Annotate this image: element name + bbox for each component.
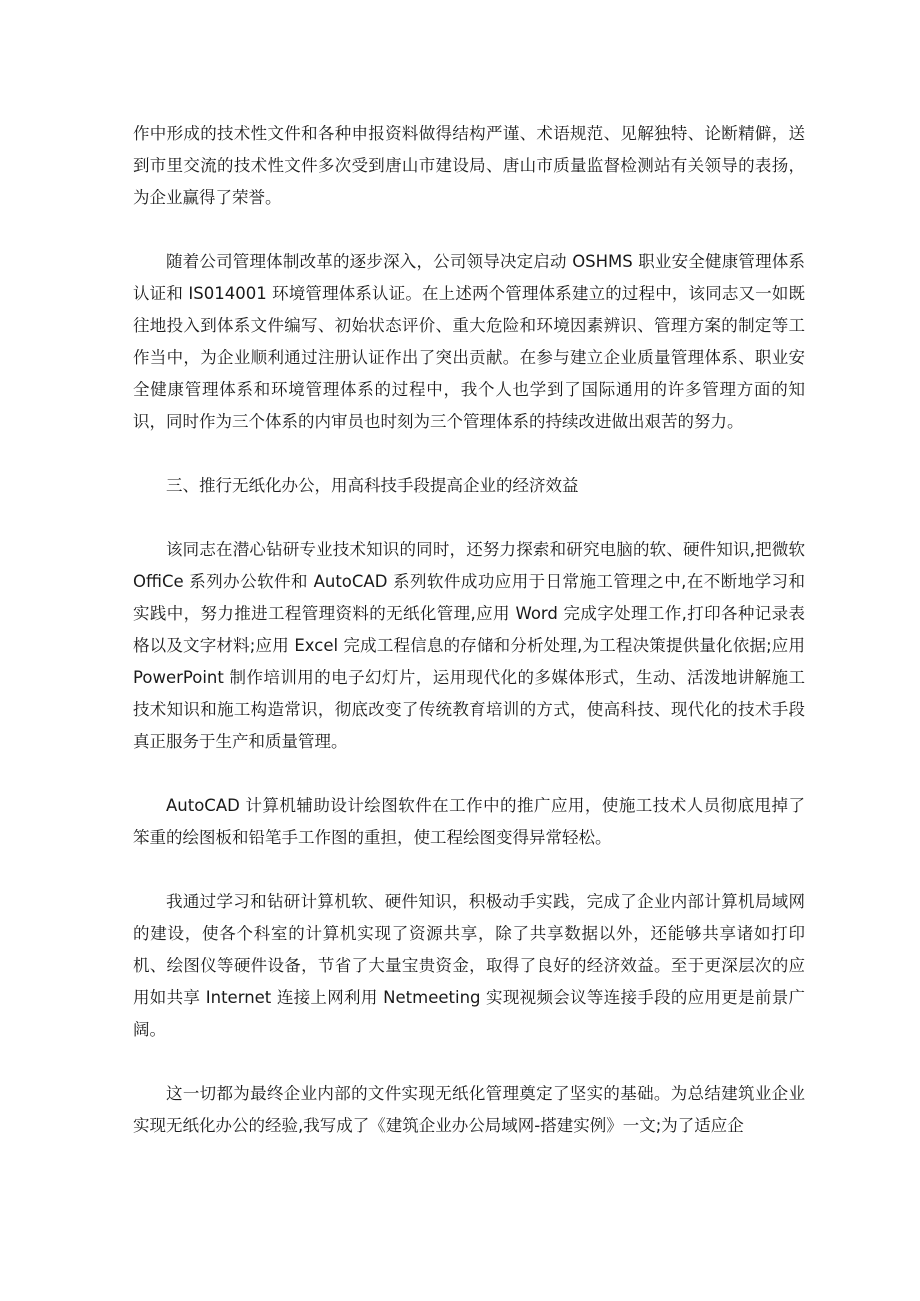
document-body xyxy=(133,118,805,1142)
paragraph-lan-building: 我通过学习和钻研计算机软、硬件知识，积极动手实践，完成了企业内部计算机局域网的建设，使各个科室的计算机实现了资源共享，除了共享数据以外，还能够共享诸如打印机、绘图仪等硬件设备，节省了大量宝贵资金，取得了良好的经济效益。至于更深层次的应用如共享 Internet 连接上网利用 Netmeeting 实现视频会议等连接手段的应用更是前景广阔。 xyxy=(133,892,805,1039)
paragraph-gap xyxy=(133,438,805,470)
paragraph-gap xyxy=(133,854,805,886)
paragraph-gap xyxy=(133,1046,805,1078)
paragraph-paperless-foundation: 这一切都为最终企业内部的文件实现无纸化管理奠定了坚实的基础。为总结建筑业企业实现无纸化办公的经验,我写成了《建筑企业办公局域网-搭建实例》一文;为了适应企 xyxy=(133,1084,805,1135)
section-heading-paperless-office: 三、推行无纸化办公，用高科技手段提高企业的经济效益 xyxy=(166,476,579,495)
paragraph-management-system: 随着公司管理体制改革的逐步深入，公司领导决定启动 OSHMS 职业安全健康管理体系认证和 IS014001 环境管理体系认证。在上述两个管理体系建立的过程中，该同志又一如既往地投入到体系文件编写、初始状态评价、重大危险和环境因素辨识、管理方案的制定等工作当中，为企业顺利通过注册认证作出了突出贡献。在参与建立企业质量管理体系、职业安全健康管理体系和环境管理体系的过程中，我个人也学到了国际通用的许多管理方面的知识，同时作为三个体系的内审员也时刻为三个管理体系的持续改进做出艰苦的努力。 xyxy=(133,252,805,431)
paragraph-autocad: AutoCAD 计算机辅助设计绘图软件在工作中的推广应用，使施工技术人员彻底甩掉了笨重的绘图板和铅笔手工作图的重担，使工程绘图变得异常轻松。 xyxy=(133,796,805,847)
paragraph-gap xyxy=(133,214,805,246)
paragraph-gap xyxy=(133,758,805,790)
paragraph-gap xyxy=(133,502,805,534)
paragraph-continuation: 作中形成的技术性文件和各种申报资料做得结构严谨、术语规范、见解独特、论断精僻，送到市里交流的技术性文件多次受到唐山市建设局、唐山市质量监督检测站有关领导的表扬， 为企业赢得了荣誉。 xyxy=(133,124,805,207)
paragraph-software-application: 该同志在潜心钻研专业技术知识的同时，还努力探索和研究电脑的软、硬件知识,把微软 OffiCe 系列办公软件和 AutoCAD 系列软件成功应用于日常施工管理之中,在不断地学习和实践中，努力推进工程管理资料的无纸化管理,应用 Word 完成字处理工作,打印各种记录表格以及文字材料;应用 Excel 完成工程信息的存储和分析处理,为工程决策提供量化依据;应用 PowerPoint 制作培训用的电子幻灯片，运用现代化的多媒体形式，生动、活泼地讲解施工技术知识和施工构造常识，彻底改变了传统教育培训的方式，使高科技、现代化的技术手段真正服务于生产和质量管理。 xyxy=(133,540,805,751)
